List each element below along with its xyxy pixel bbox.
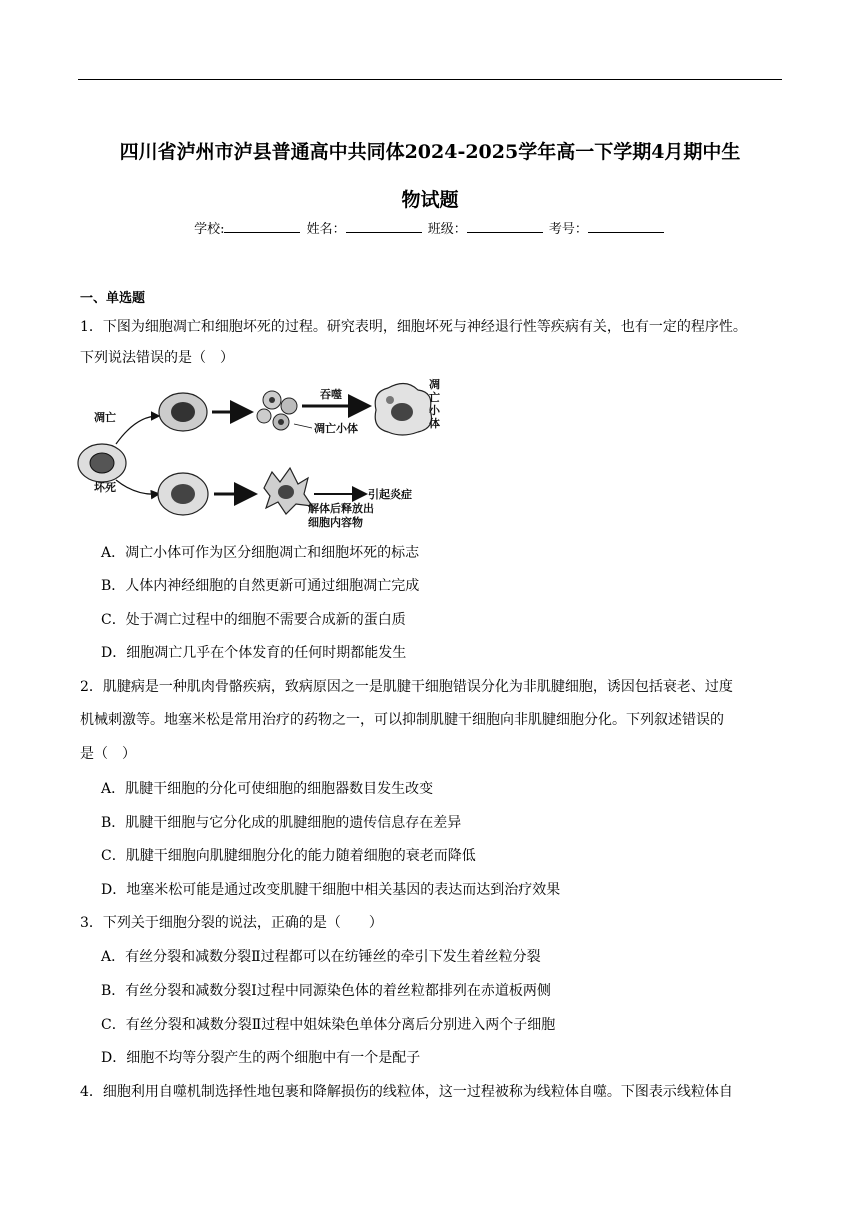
fig-label-apoptotic-body: 凋亡小体 — [314, 422, 358, 435]
fig-label-inflammation: 引起炎症 — [368, 488, 412, 501]
header-rule — [78, 79, 782, 80]
fig-label-phagocytosis: 吞噬 — [320, 388, 342, 401]
apoptosis-necrosis-figure — [76, 376, 448, 528]
q2-option-b[interactable]: B．肌腱干细胞与它分化成的肌腱细胞的遗传信息存在差异 — [101, 815, 462, 831]
title-line-1: 四川省泸州市泸县普通高中共同体2024-2025学年高一下学期4月期中生 — [119, 141, 741, 163]
q2-stem-line-3: 是（ ） — [80, 746, 136, 762]
normal-cell-icon — [78, 444, 126, 482]
fig-label-apoptosis: 凋亡 — [94, 411, 116, 424]
exam-number-label: 考号： — [548, 222, 588, 237]
phagocyte-icon — [375, 383, 431, 435]
lysed-cell-icon — [264, 468, 312, 514]
fig-label-vertical-3: 小 — [429, 404, 440, 417]
q3-option-a[interactable]: A．有丝分裂和减数分裂Ⅱ过程都可以在纺锤丝的牵引下发生着丝粒分裂 — [101, 949, 541, 965]
q3-option-d[interactable]: D．细胞不均等分裂产生的两个细胞中有一个是配子 — [101, 1050, 421, 1066]
class-label: 班级： — [427, 222, 467, 237]
q1-option-c[interactable]: C．处于凋亡过程中的细胞不需要合成新的蛋白质 — [101, 612, 406, 628]
title-line-2: 物试题 — [401, 189, 459, 211]
q2-stem-line-2: 机械刺激等。地塞米松是常用治疗的药物之一，可以抑制肌腱干细胞向非肌腱细胞分化。下列叙述错误的 — [80, 712, 724, 728]
swollen-cell-icon — [158, 473, 208, 515]
fig-label-vertical-4: 体 — [429, 417, 440, 430]
q2-stem-line-1: 2．肌腱病是一种肌肉骨骼疾病，致病原因之一是肌腱干细胞错误分化为非肌腱细胞，诱因包括衰老、过度 — [80, 679, 733, 695]
school-blank[interactable] — [224, 220, 300, 233]
fig-label-release-2: 细胞内容物 — [308, 516, 363, 528]
shrinking-cell-icon — [159, 393, 207, 431]
q1-stem-line-2: 下列说法错误的是（ ） — [80, 350, 234, 366]
q2-option-d[interactable]: D．地塞米松可能是通过改变肌腱干细胞中相关基因的表达而达到治疗效果 — [101, 882, 561, 898]
q1-option-d[interactable]: D．细胞凋亡几乎在个体发育的任何时期都能发生 — [101, 645, 407, 661]
fig-label-vertical-1: 凋 — [429, 378, 440, 391]
name-label: 姓名： — [306, 222, 346, 237]
section-heading: 一、单选题 — [80, 291, 146, 306]
q3-option-c[interactable]: C．有丝分裂和减数分裂Ⅱ过程中姐妹染色单体分离后分别进入两个子细胞 — [101, 1017, 556, 1033]
fig-label-necrosis: 坏死 — [94, 481, 116, 494]
q4-stem-line-1: 4．细胞利用自噬机制选择性地包裹和降解损伤的线粒体，这一过程被称为线粒体自噬。下图表示线粒体自 — [80, 1084, 733, 1100]
q3-option-b[interactable]: B．有丝分裂和减数分裂Ⅰ过程中同源染色体的着丝粒都排列在赤道板两侧 — [101, 983, 551, 999]
fig-label-vertical-2: 亡 — [429, 391, 440, 404]
student-info-line — [78, 218, 782, 237]
exam-number-blank[interactable] — [588, 220, 664, 233]
fig-label-release-1: 解体后释放出 — [308, 502, 374, 515]
school-label: 学校: — [194, 222, 225, 237]
q1-option-a[interactable]: A．凋亡小体可作为区分细胞凋亡和细胞坏死的标志 — [101, 545, 420, 561]
page-title — [78, 128, 782, 224]
q2-option-a[interactable]: A．肌腱干细胞的分化可使细胞的细胞器数目发生改变 — [101, 781, 434, 797]
apoptotic-bodies-icon — [257, 391, 297, 430]
q2-option-c[interactable]: C．肌腱干细胞向肌腱细胞分化的能力随着细胞的衰老而降低 — [101, 848, 476, 864]
class-blank[interactable] — [467, 220, 543, 233]
q1-stem-line-1: 1．下图为细胞凋亡和细胞坏死的过程。研究表明，细胞坏死与神经退行性等疾病有关，也有一定的程序性。 — [80, 319, 747, 335]
q3-stem-line-1: 3．下列关于细胞分裂的说法，正确的是（ ） — [80, 915, 383, 931]
name-blank[interactable] — [346, 220, 422, 233]
q1-option-b[interactable]: B．人体内神经细胞的自然更新可通过细胞凋亡完成 — [101, 578, 420, 594]
